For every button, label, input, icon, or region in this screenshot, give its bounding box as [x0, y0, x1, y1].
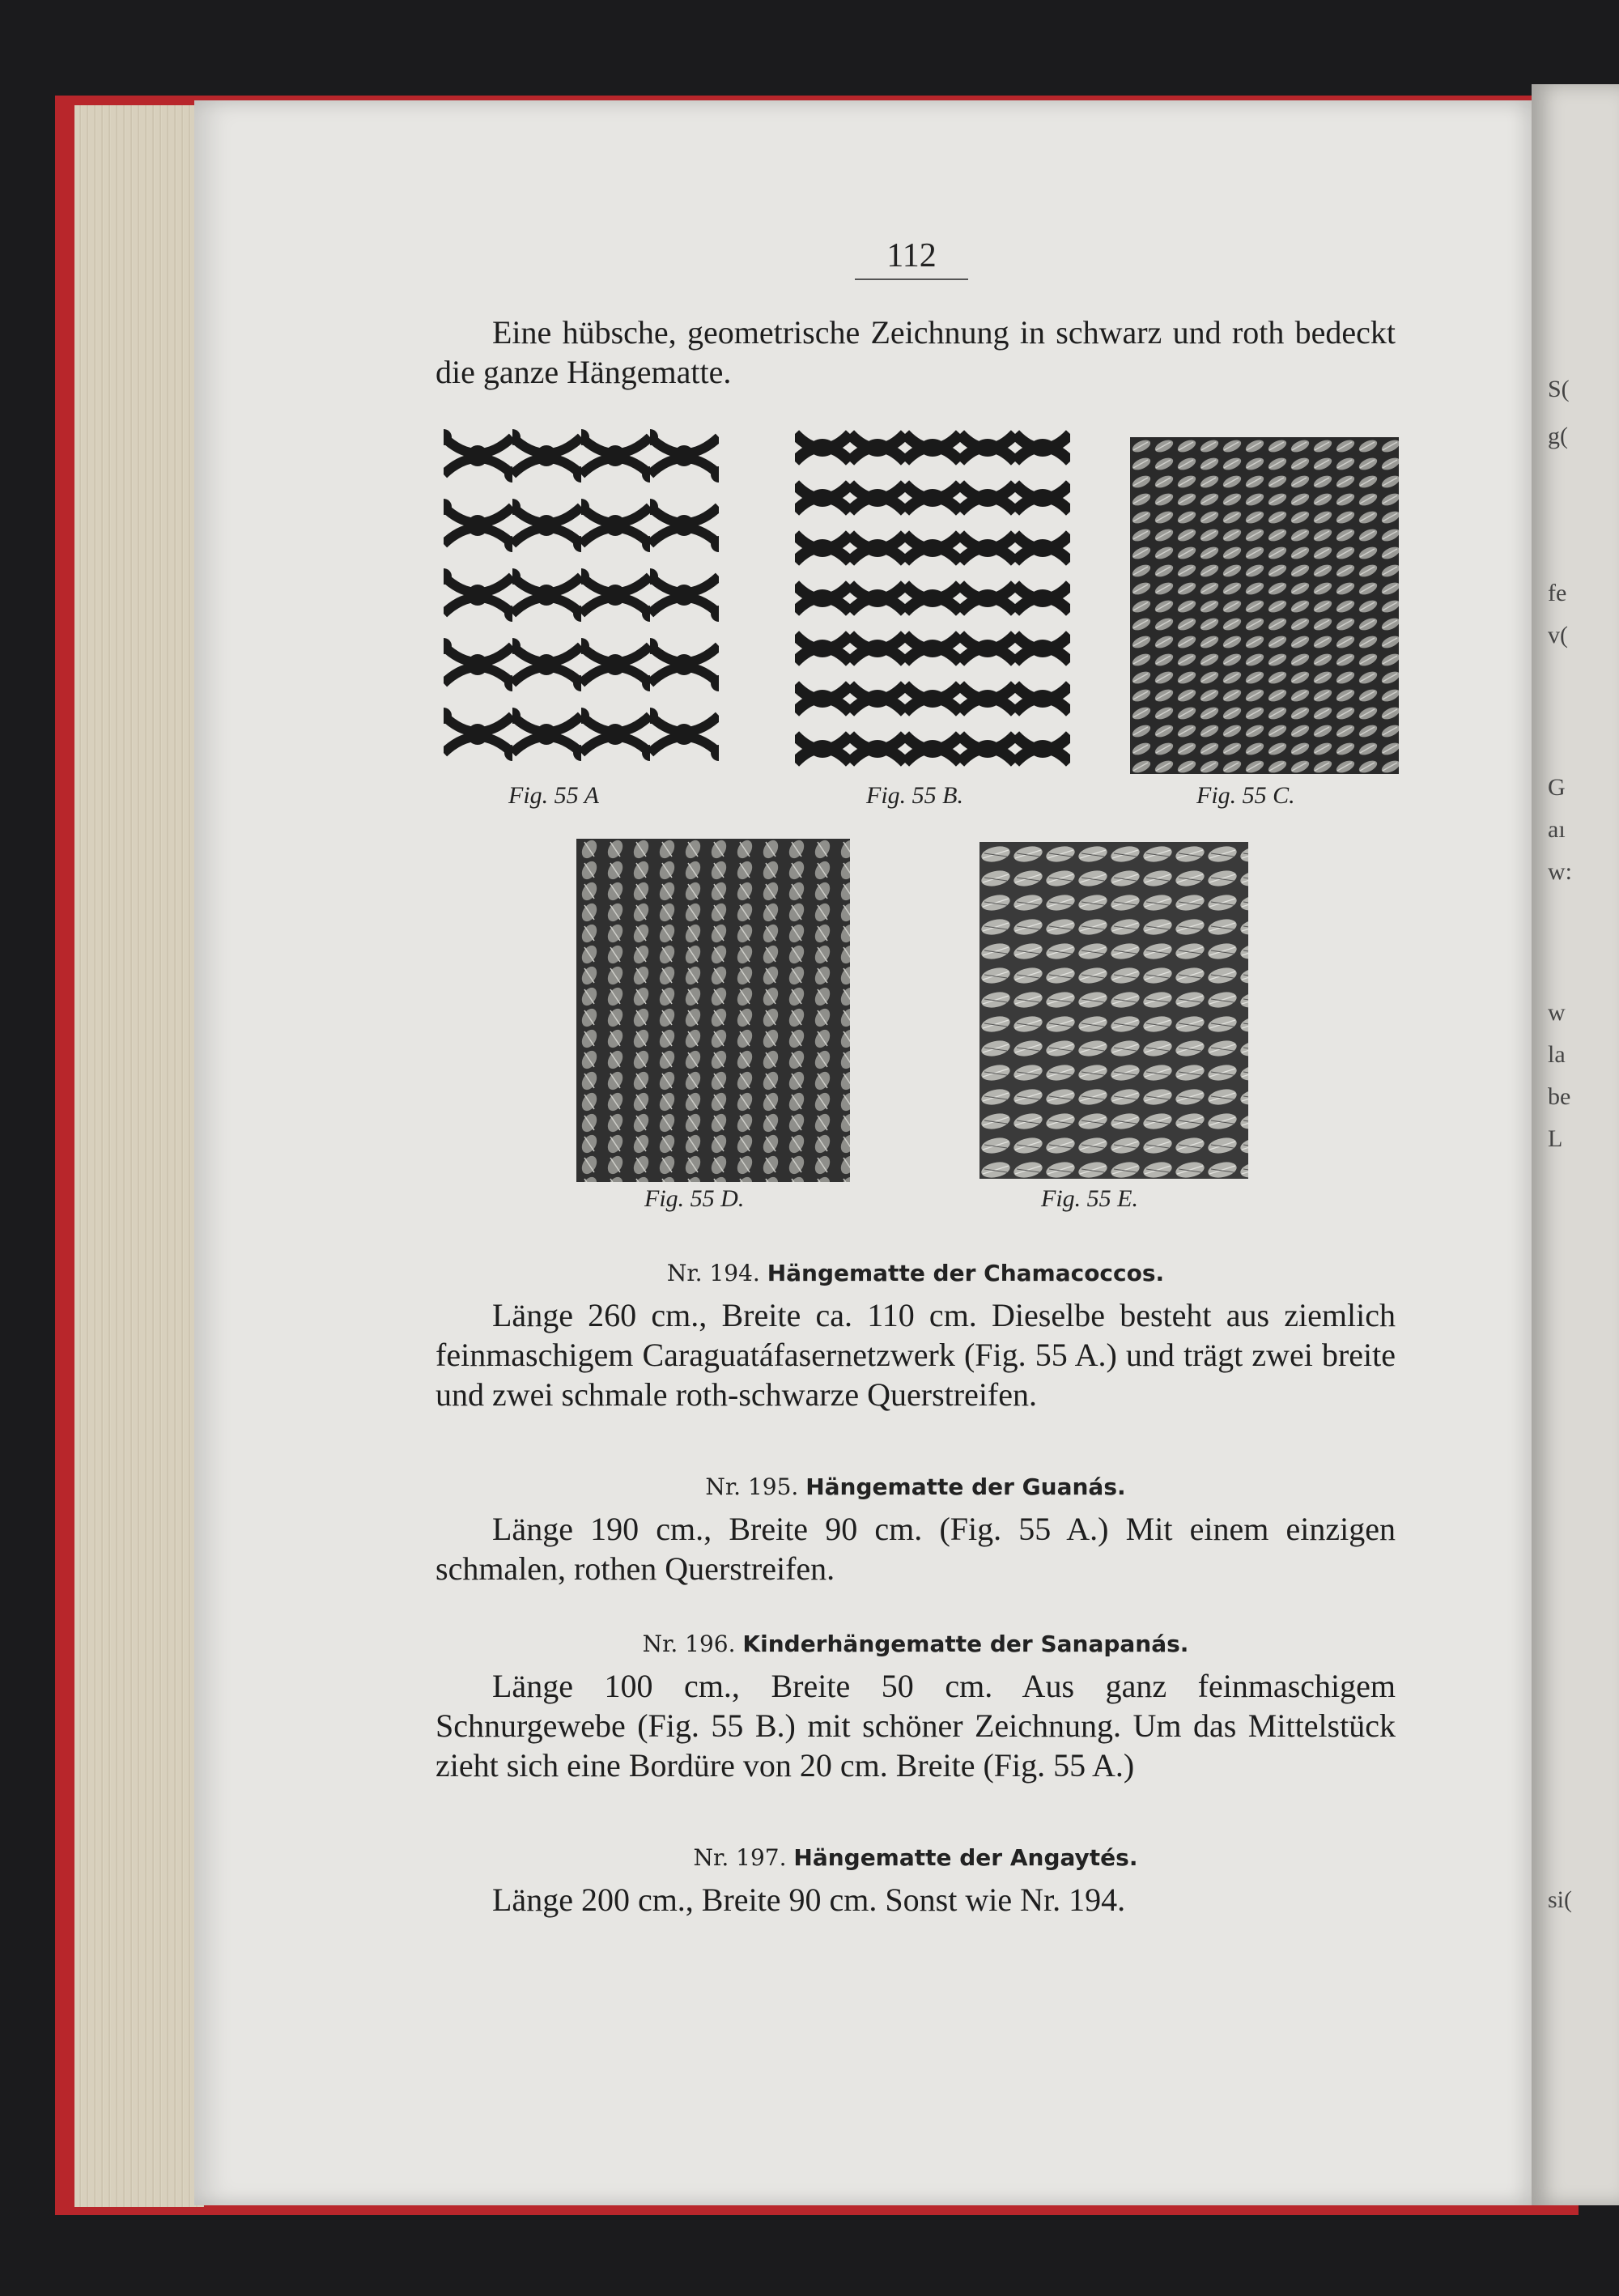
entry-heading-196 — [436, 1631, 1396, 1657]
entry-body-194: Länge 260 cm., Breite ca. 110 cm. Dieselbe besteht aus ziemlich feinmaschigem Caraguatáfasernetzwerk (Fig. 55 A.) und trägt zwei breite und zwei schmale roth-schwarze Querstreifen. — [436, 1297, 1396, 1413]
entry-title: Hängematte der Guanás. — [805, 1473, 1126, 1500]
entry-number: Nr. 195. — [705, 1473, 799, 1500]
entry-heading-197 — [436, 1844, 1396, 1871]
entry-title: Hängematte der Angaytés. — [793, 1844, 1138, 1871]
facing-fragment: w: — [1548, 858, 1572, 885]
figure-55a-knotted-net — [444, 421, 719, 769]
facing-fragment: fe — [1548, 580, 1567, 606]
caption-fig-55c: Fig. 55 C. — [1196, 782, 1295, 809]
entry-body-195: Länge 190 cm., Breite 90 cm. (Fig. 55 A.) Mit einem einzigen schmalen, rothen Querstreifen. — [436, 1511, 1396, 1587]
entry-body-196: Länge 100 cm., Breite 50 cm. Aus ganz feinmaschigem Schnurgewebe (Fig. 55 B.) mit schöner Zeichnung. Um das Mittelstück zieht sich eine Bordüre von 20 cm. Breite (Fig. 55 A.) — [436, 1668, 1396, 1784]
caption-fig-55e: Fig. 55 E. — [1041, 1185, 1138, 1212]
facing-fragment: aı — [1548, 816, 1566, 843]
page-stack-edge — [74, 105, 204, 2207]
entry-number: Nr. 197. — [693, 1844, 787, 1871]
figure-55b-twisted-cords — [795, 423, 1070, 767]
intro-paragraph: Eine hübsche, geometrische Zeichnung in schwarz und roth bedeckt die ganze Hängematte. — [436, 314, 1396, 390]
entry-heading-195 — [436, 1473, 1396, 1500]
figure-55c-dense-weave — [1130, 437, 1399, 774]
caption-fig-55d: Fig. 55 D. — [644, 1185, 745, 1212]
page-number: 112 — [855, 236, 968, 280]
caption-fig-55a: Fig. 55 A — [508, 782, 599, 809]
facing-fragment: L — [1548, 1125, 1563, 1152]
facing-fragment: w — [1548, 999, 1566, 1026]
entry-body-197: Länge 200 cm., Breite 90 cm. Sonst wie Nr. 194. — [492, 1881, 1126, 1918]
entry-heading-194 — [436, 1260, 1396, 1286]
facing-fragment: la — [1548, 1041, 1566, 1068]
facing-fragment: G — [1548, 774, 1566, 801]
facing-fragment: g( — [1548, 423, 1568, 449]
entry-number: Nr. 196. — [642, 1631, 736, 1657]
facing-fragment: v( — [1548, 622, 1568, 648]
figure-55d-diagonal-weave — [576, 839, 850, 1182]
facing-fragment: be — [1548, 1083, 1571, 1110]
entry-title: Hängematte der Chamacoccos. — [767, 1260, 1165, 1286]
entry-title: Kinderhängematte der Sanapanás. — [742, 1631, 1189, 1657]
facing-fragment: si( — [1548, 1886, 1572, 1913]
facing-fragment: S( — [1548, 376, 1570, 402]
caption-fig-55b: Fig. 55 B. — [866, 782, 963, 809]
entry-number: Nr. 194. — [666, 1260, 760, 1286]
facing-page — [1532, 84, 1619, 2205]
figure-55e-fibrous-weave — [979, 842, 1248, 1179]
